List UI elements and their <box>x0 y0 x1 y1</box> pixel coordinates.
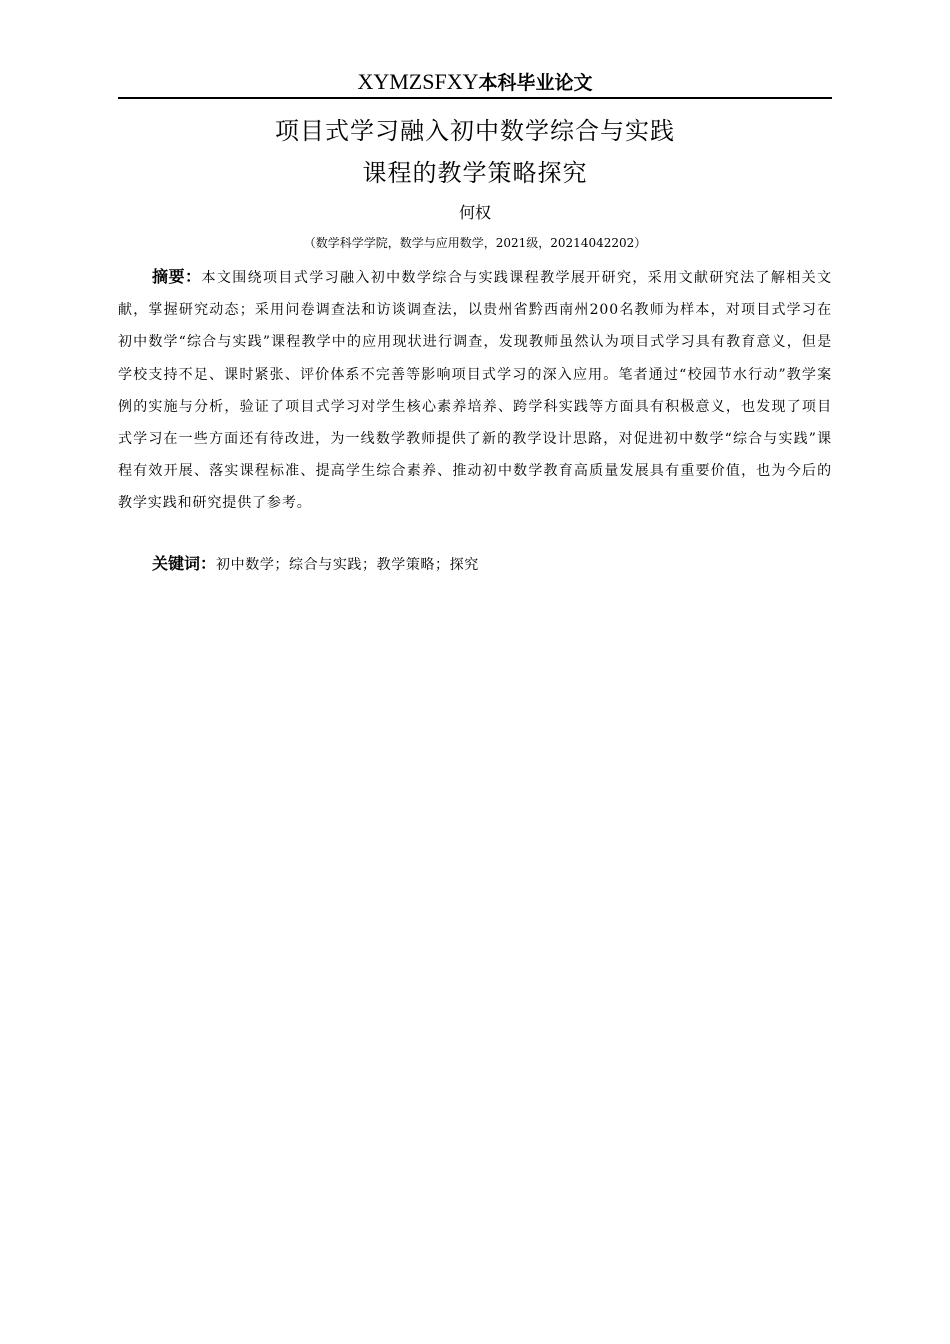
keywords-text: 初中数学；综合与实践；教学策略；探究 <box>216 557 479 573</box>
keywords-label: 关键词： <box>152 554 217 573</box>
keywords <box>118 549 832 580</box>
title-line-1: 项目式学习融入初中数学综合与实践 <box>275 117 675 145</box>
running-header <box>118 66 832 98</box>
abstract-text: 本文围绕项目式学习融入初中数学综合与实践课程教学展开研究，采用文献研究法了解相关文献，掌握研究动态；采用问卷调查法和访谈调查法，以贵州省黔西南州200名教师为样本，对项目式学习在初中数学“综合与实践”课程教学中的应用现状进行调查，发现教师虽然认为项目式学习具有教育意义，但是学校支持不足、课时紧张、评价体系不完善等影响项目式学习的深入应用。笔者通过“校园节水行动”教学案例的实施与分析，验证了项目式学习对学生核心素养培养、跨学科实践等方面具有积极意义，也发现了项目式学习在一些方面还有待改进，为一线数学教师提供了新的教学设计思路，对促进初中数学“综合与实践”课程有效开展、落实课程标准、提高学生综合素养、推动初中数学教育高质量发展具有重要价值，也为今后的教学实践和研究提供了参考。 <box>118 270 832 512</box>
header-code: XYMZSFXY <box>357 69 479 94</box>
abstract-label: 摘要： <box>152 267 202 286</box>
author: 何权 <box>458 203 491 222</box>
header-label: 本科毕业论文 <box>478 72 593 94</box>
abstract <box>118 261 832 520</box>
title-line-2: 课程的教学策略探究 <box>362 159 588 187</box>
affiliation: （数学科学学院，数学与应用数学，2021级，20214042202） <box>303 236 647 250</box>
header-rule <box>118 97 832 99</box>
